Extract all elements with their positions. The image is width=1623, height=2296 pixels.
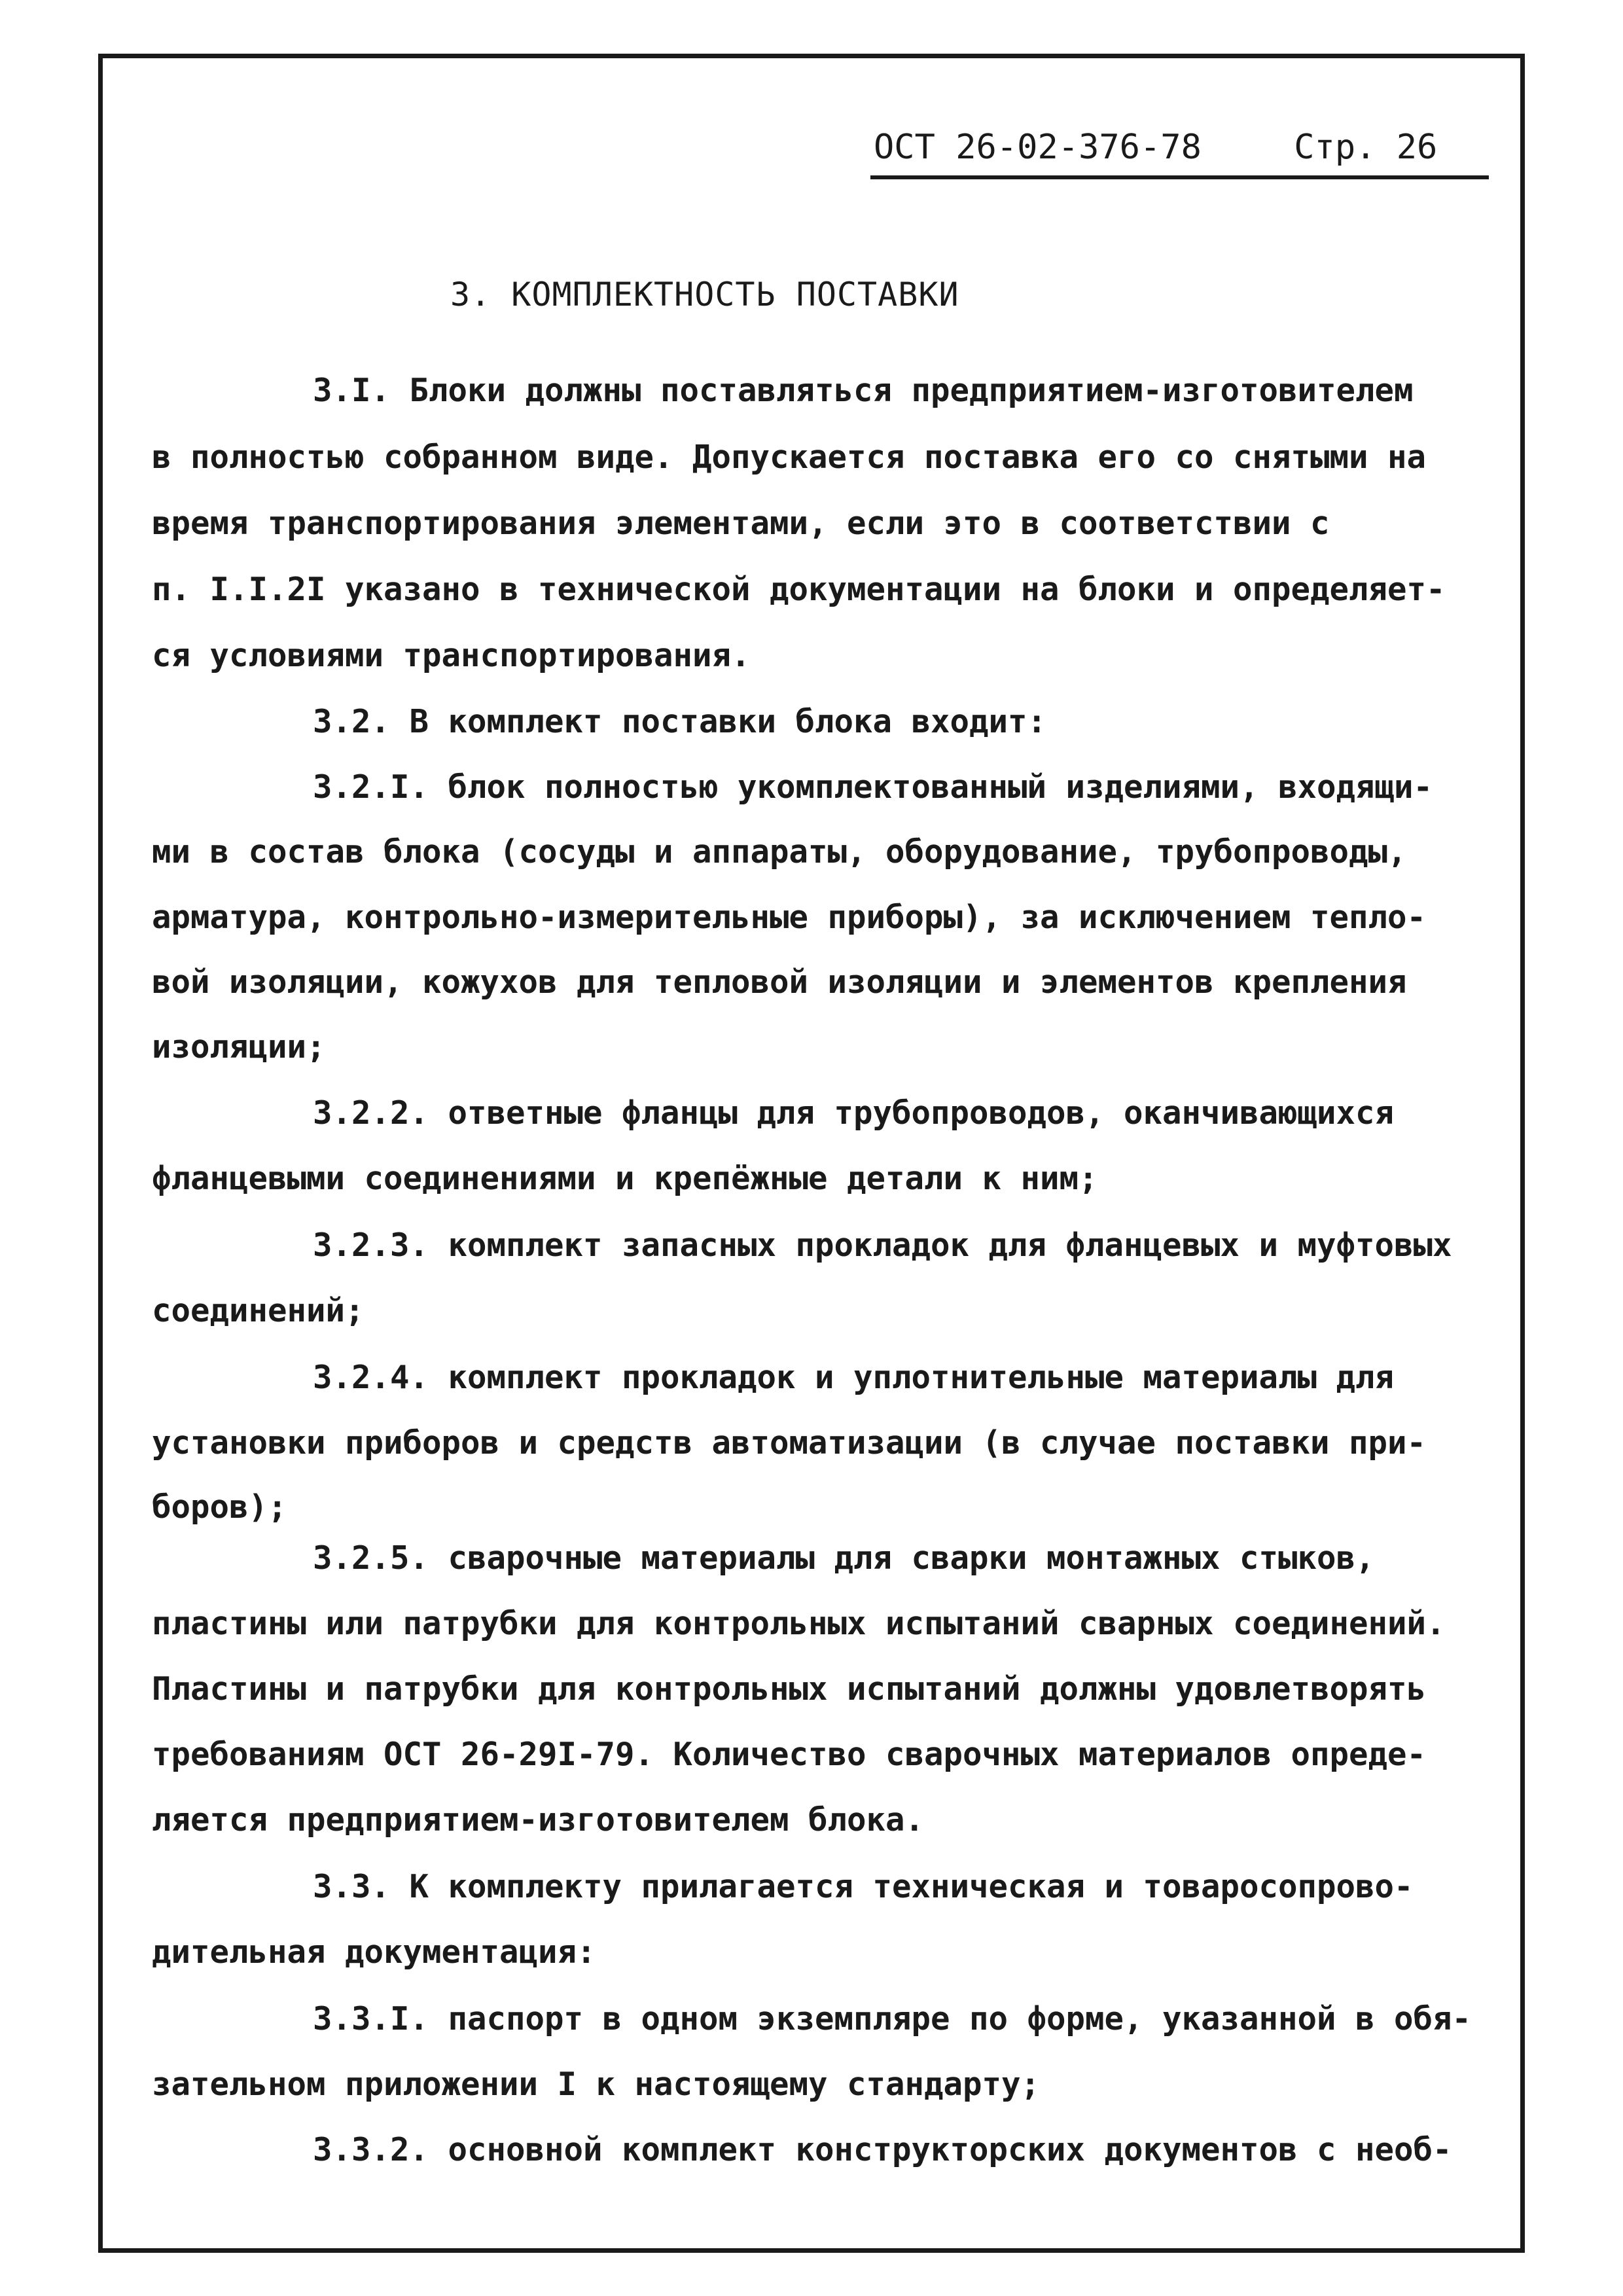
page-header <box>874 124 1489 170</box>
text-line: арматура, контрольно-измерительные приборы), за исключением тепло- <box>152 899 1427 936</box>
text-line: 3.2.I. блок полностью укомплектованный изделиями, входящи- <box>313 768 1433 806</box>
text-line: в полностью собранном виде. Допускается поставка его со снятыми на <box>152 439 1427 476</box>
header-rule <box>870 175 1489 179</box>
text-line: ляется предприятием-изготовителем блока. <box>152 1801 925 1839</box>
text-line: 3.2.3. комплект запасных прокладок для фланцевых и муфтовых <box>313 1227 1452 1264</box>
text-line: 3.3. К комплекту прилагается техническая и товаросопрово- <box>313 1868 1414 1905</box>
text-line: дительная документация: <box>152 1933 596 1971</box>
text-line: 3.2.5. сварочные материалы для сварки монтажных стыков, <box>313 1539 1375 1577</box>
text-line: установки приборов и средств автоматизации (в случае поставки при- <box>152 1424 1427 1462</box>
text-line: 3.2.4. комплект прокладок и уплотнительные материалы для <box>313 1359 1395 1396</box>
text-line: ся условиями транспортирования. <box>152 637 751 674</box>
text-line: требованиям ОСТ 26-29I-79. Количество сварочных материалов опреде- <box>152 1736 1427 1773</box>
text-line: время транспортирования элементами, если это в соответствии с <box>152 505 1330 542</box>
text-line: изоляции; <box>152 1028 326 1066</box>
document-code: ОСТ 26-02-376-78 <box>874 128 1202 167</box>
text-line: вой изоляции, кожухов для тепловой изоляции и элементов крепления <box>152 963 1407 1001</box>
text-line: пластины или патрубки для контрольных испытаний сварных соединений. <box>152 1605 1446 1642</box>
text-line: 3.3.I. паспорт в одном экземпляре по форме, указанной в обя- <box>313 2000 1472 2037</box>
text-line: зательном приложении I к настоящему стандарту; <box>152 2066 1041 2103</box>
text-line: Пластины и патрубки для контрольных испытаний должны удовлетворять <box>152 1670 1427 1708</box>
text-line: п. I.I.2I указано в технической документации на блоки и определяет- <box>152 571 1446 608</box>
text-line: фланцевыми соединениями и крепёжные детали к ним; <box>152 1160 1098 1197</box>
text-line: ми в состав блока (сосуды и аппараты, оборудование, трубопроводы, <box>152 833 1407 870</box>
text-line: 3.3.2. основной комплект конструкторских документов с необ- <box>313 2131 1452 2168</box>
section-title: 3. КОМПЛЕКТНОСТЬ ПОСТАВКИ <box>450 276 959 314</box>
text-line: 3.2.2. ответные фланцы для трубопроводов, оканчивающихся <box>313 1094 1395 1132</box>
page-number: Стр. 26 <box>1294 128 1438 167</box>
text-line: боров); <box>152 1488 287 1526</box>
text-line: соединений; <box>152 1292 365 1329</box>
text-line: 3.I. Блоки должны поставляться предприятием-изготовителем <box>313 372 1414 409</box>
text-line: 3.2. В комплект поставки блока входит: <box>313 703 1047 740</box>
